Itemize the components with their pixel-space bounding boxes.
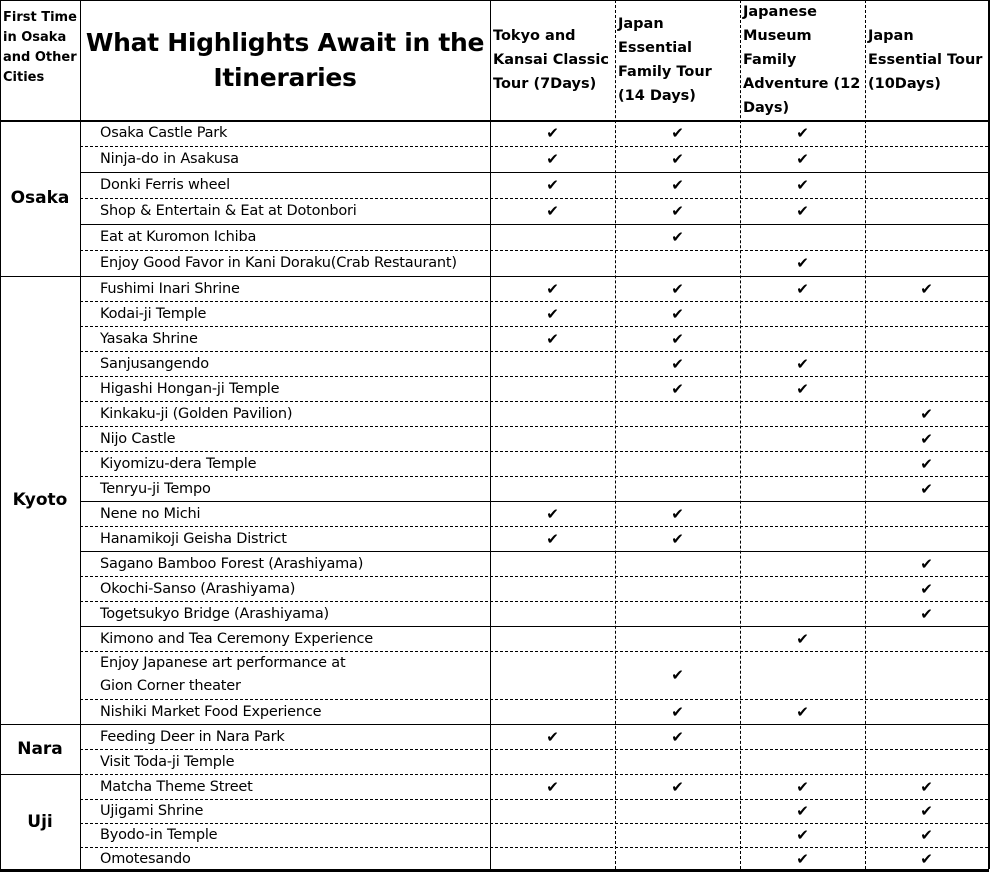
check-icon-tokyo-kansai-classic bbox=[490, 799, 615, 823]
check-icon-japanese-museum-family: ✔ bbox=[796, 802, 809, 820]
check-icon-tokyo-kansai-classic: ✔ bbox=[546, 202, 559, 220]
check-icon-tokyo-kansai-classic: ✔ bbox=[546, 529, 559, 548]
check-icon-japan-essential bbox=[865, 301, 988, 326]
check-icon-tokyo-kansai-classic: ✔ bbox=[546, 727, 559, 746]
check-icon-japan-essential bbox=[865, 224, 988, 250]
check-icon-japan-essential-family: ✔ bbox=[671, 702, 684, 721]
check-icon-japan-essential-family bbox=[615, 576, 740, 601]
check-icon-japan-essential bbox=[865, 146, 988, 172]
check-icon-japan-essential-family: ✔ bbox=[671, 379, 684, 398]
check-icon-tokyo-kansai-classic bbox=[490, 451, 615, 476]
check-icon-tokyo-kansai-classic bbox=[490, 376, 615, 401]
check-icon-tokyo-kansai-classic bbox=[490, 551, 615, 576]
check-icon-japan-essential: ✔ bbox=[920, 404, 933, 423]
attraction-name: Donki Ferris wheel bbox=[100, 177, 230, 193]
check-icon-japan-essential bbox=[865, 501, 988, 526]
check-icon-tokyo-kansai-classic bbox=[490, 224, 615, 250]
check-icon-japanese-museum-family: ✔ bbox=[796, 702, 809, 721]
check-icon-japan-essential-family: ✔ bbox=[671, 777, 684, 796]
check-icon-tokyo-kansai-classic: ✔ bbox=[546, 176, 559, 194]
attraction-name: Nijo Castle bbox=[100, 430, 176, 447]
check-icon-japanese-museum-family: ✔ bbox=[796, 124, 809, 142]
city-column-border bbox=[80, 0, 81, 869]
attraction-name-line1: Enjoy Japanese art performance at bbox=[100, 655, 346, 671]
attraction-name: Kinkaku-ji (Golden Pavilion) bbox=[100, 405, 293, 422]
check-icon-japanese-museum-family: ✔ bbox=[796, 176, 809, 194]
attraction-name: Ujigami Shrine bbox=[100, 803, 204, 819]
check-icon-japanese-museum-family bbox=[740, 426, 865, 451]
attraction-name: Togetsukyo Bridge (Arashiyama) bbox=[100, 605, 329, 622]
check-icon-japan-essential-family bbox=[615, 626, 740, 651]
check-icon-japanese-museum-family: ✔ bbox=[796, 629, 809, 648]
check-icon-japanese-museum-family: ✔ bbox=[796, 354, 809, 373]
attraction-name: Feeding Deer in Nara Park bbox=[100, 728, 285, 745]
city-label-nara: Nara bbox=[17, 739, 63, 759]
check-icon-japan-essential: ✔ bbox=[920, 479, 933, 498]
attraction-name: Omotesando bbox=[100, 850, 191, 867]
check-icon-japan-essential-family bbox=[615, 601, 740, 626]
attraction-name: Byodo-in Temple bbox=[100, 827, 218, 843]
check-icon-japan-essential-family: ✔ bbox=[671, 202, 684, 220]
table-top-border bbox=[0, 0, 989, 1]
check-icon-japanese-museum-family: ✔ bbox=[796, 826, 809, 844]
check-icon-tokyo-kansai-classic: ✔ bbox=[546, 279, 559, 298]
attraction-name: Higashi Hongan-ji Temple bbox=[100, 380, 280, 397]
check-icon-japan-essential-family: ✔ bbox=[671, 727, 684, 746]
table-right-border bbox=[988, 0, 990, 869]
attraction-name: Matcha Theme Street bbox=[100, 778, 253, 795]
check-icon-japan-essential bbox=[865, 351, 988, 376]
check-icon-tokyo-kansai-classic: ✔ bbox=[546, 124, 559, 142]
check-icon-japan-essential: ✔ bbox=[920, 802, 933, 820]
check-icon-tokyo-kansai-classic bbox=[490, 749, 615, 774]
check-icon-japan-essential-family: ✔ bbox=[671, 279, 684, 298]
attraction-name: Nishiki Market Food Experience bbox=[100, 703, 322, 720]
check-icon-japanese-museum-family: ✔ bbox=[796, 150, 809, 168]
check-icon-japanese-museum-family bbox=[740, 326, 865, 351]
check-icon-japan-essential-family: ✔ bbox=[671, 124, 684, 142]
check-icon-japan-essential: ✔ bbox=[920, 849, 933, 868]
check-icon-japanese-museum-family bbox=[740, 476, 865, 501]
check-icon-tokyo-kansai-classic bbox=[490, 576, 615, 601]
city-label-kyoto: Kyoto bbox=[12, 490, 68, 510]
check-icon-japan-essential-family bbox=[615, 476, 740, 501]
check-icon-tokyo-kansai-classic bbox=[490, 351, 615, 376]
check-icon-japan-essential-family: ✔ bbox=[671, 304, 684, 323]
check-icon-tokyo-kansai-classic bbox=[490, 626, 615, 651]
check-icon-japan-essential bbox=[865, 172, 988, 198]
check-icon-japan-essential-family: ✔ bbox=[671, 354, 684, 373]
check-icon-tokyo-kansai-classic bbox=[490, 601, 615, 626]
check-icon-tokyo-kansai-classic: ✔ bbox=[546, 329, 559, 348]
check-icon-japan-essential-family bbox=[615, 451, 740, 476]
check-icon-japan-essential-family bbox=[615, 823, 740, 847]
check-icon-tokyo-kansai-classic: ✔ bbox=[546, 504, 559, 523]
table-title: What Highlights Await in the Itineraries bbox=[85, 28, 485, 92]
check-icon-japanese-museum-family bbox=[740, 724, 865, 749]
check-icon-japan-essential bbox=[865, 326, 988, 351]
check-icon-japan-essential-family: ✔ bbox=[671, 176, 684, 194]
attraction-name: Fushimi Inari Shrine bbox=[100, 280, 240, 297]
header-bottom-border bbox=[0, 120, 989, 122]
check-icon-japan-essential: ✔ bbox=[920, 826, 933, 844]
check-icon-japan-essential: ✔ bbox=[920, 604, 933, 623]
attraction-name bbox=[80, 651, 490, 699]
attraction-column-border bbox=[490, 0, 491, 869]
attraction-name: Ninja-do in Asakusa bbox=[100, 151, 239, 167]
attraction-name: Osaka Castle Park bbox=[100, 125, 228, 141]
check-icon-tokyo-kansai-classic bbox=[490, 847, 615, 870]
check-icon-japanese-museum-family bbox=[740, 749, 865, 774]
city-label-uji: Uji bbox=[27, 812, 53, 832]
attraction-name: Kodai-ji Temple bbox=[100, 305, 207, 322]
check-icon-japanese-museum-family: ✔ bbox=[796, 254, 809, 272]
tour-column-divider bbox=[740, 0, 741, 869]
check-icon-japanese-museum-family bbox=[740, 576, 865, 601]
check-icon-japan-essential-family: ✔ bbox=[671, 529, 684, 548]
check-icon-japan-essential bbox=[865, 749, 988, 774]
attraction-name: Tenryu-ji Tempo bbox=[100, 480, 211, 497]
attraction-name: Yasaka Shrine bbox=[100, 330, 198, 347]
city-label-osaka: Osaka bbox=[10, 188, 70, 208]
check-icon-japan-essential: ✔ bbox=[920, 777, 933, 796]
check-icon-japan-essential bbox=[865, 198, 988, 224]
check-icon-tokyo-kansai-classic: ✔ bbox=[546, 150, 559, 168]
check-icon-japan-essential-family bbox=[615, 250, 740, 276]
check-icon-japan-essential bbox=[865, 376, 988, 401]
check-icon-japan-essential: ✔ bbox=[920, 279, 933, 298]
check-icon-japanese-museum-family: ✔ bbox=[796, 379, 809, 398]
check-icon-japan-essential-family bbox=[615, 749, 740, 774]
check-icon-tokyo-kansai-classic bbox=[490, 476, 615, 501]
check-icon-japan-essential-family bbox=[615, 551, 740, 576]
attraction-name: Hanamikoji Geisha District bbox=[100, 530, 287, 547]
check-icon-japan-essential: ✔ bbox=[920, 454, 933, 473]
check-icon-japanese-museum-family bbox=[740, 501, 865, 526]
check-icon-japan-essential bbox=[865, 250, 988, 276]
attraction-name: Sanjusangendo bbox=[100, 355, 209, 372]
check-icon-tokyo-kansai-classic bbox=[490, 699, 615, 724]
tour-header-japan-essential-family: Japan Essential Family Tour (14 Days) bbox=[618, 16, 712, 104]
check-icon-japan-essential: ✔ bbox=[920, 579, 933, 598]
check-icon-japan-essential-family bbox=[615, 799, 740, 823]
check-icon-tokyo-kansai-classic bbox=[490, 823, 615, 847]
check-icon-japan-essential: ✔ bbox=[920, 554, 933, 573]
attraction-name: Kiyomizu-dera Temple bbox=[100, 455, 257, 472]
check-icon-japanese-museum-family: ✔ bbox=[796, 849, 809, 868]
check-icon-japanese-museum-family bbox=[740, 451, 865, 476]
check-icon-japan-essential bbox=[865, 120, 988, 146]
attraction-name: Kimono and Tea Ceremony Experience bbox=[100, 630, 373, 647]
tour-column-divider bbox=[615, 0, 616, 869]
check-icon-japanese-museum-family: ✔ bbox=[796, 279, 809, 298]
check-icon-japanese-museum-family bbox=[740, 224, 865, 250]
check-icon-japan-essential-family: ✔ bbox=[671, 228, 684, 246]
check-icon-tokyo-kansai-classic bbox=[490, 250, 615, 276]
check-icon-tokyo-kansai-classic bbox=[490, 651, 615, 699]
tour-header-japan-essential: Japan Essential Tour (10Days) bbox=[868, 28, 983, 92]
check-icon-japan-essential bbox=[865, 724, 988, 749]
check-icon-japanese-museum-family bbox=[740, 651, 865, 699]
check-icon-japan-essential-family: ✔ bbox=[671, 666, 684, 684]
check-icon-japan-essential-family bbox=[615, 401, 740, 426]
attraction-name: Sagano Bamboo Forest (Arashiyama) bbox=[100, 555, 364, 572]
check-icon-japan-essential-family bbox=[615, 847, 740, 870]
check-icon-japan-essential bbox=[865, 626, 988, 651]
table-left-border bbox=[0, 0, 1, 869]
check-icon-japan-essential-family: ✔ bbox=[671, 504, 684, 523]
attraction-name: Shop & Entertain & Eat at Dotonbori bbox=[100, 203, 357, 219]
check-icon-tokyo-kansai-classic bbox=[490, 426, 615, 451]
attraction-name: Enjoy Good Favor in Kani Doraku(Crab Restaurant) bbox=[100, 255, 457, 271]
tour-header-japanese-museum-family: Japanese Museum Family Adventure (12 Days) bbox=[743, 4, 861, 116]
check-icon-japan-essential-family bbox=[615, 426, 740, 451]
check-icon-japanese-museum-family bbox=[740, 301, 865, 326]
check-icon-japan-essential bbox=[865, 651, 988, 699]
check-icon-japanese-museum-family bbox=[740, 526, 865, 551]
check-icon-tokyo-kansai-classic: ✔ bbox=[546, 777, 559, 796]
attraction-name-line2: Gion Corner theater bbox=[100, 678, 241, 694]
check-icon-japan-essential-family: ✔ bbox=[671, 329, 684, 348]
attraction-name: Nene no Michi bbox=[100, 505, 201, 522]
check-icon-japan-essential: ✔ bbox=[920, 429, 933, 448]
check-icon-japan-essential bbox=[865, 699, 988, 724]
check-icon-japan-essential-family: ✔ bbox=[671, 150, 684, 168]
attraction-name: Visit Toda-ji Temple bbox=[100, 753, 235, 770]
tour-column-divider bbox=[865, 0, 866, 869]
attraction-name: Eat at Kuromon Ichiba bbox=[100, 229, 257, 245]
header-region-label: First Time in Osaka and Other Cities bbox=[3, 10, 77, 85]
tour-header-tokyo-kansai-classic: Tokyo and Kansai Classic Tour (7Days) bbox=[493, 28, 609, 92]
check-icon-japanese-museum-family bbox=[740, 601, 865, 626]
attraction-name: Okochi-Sanso (Arashiyama) bbox=[100, 580, 296, 597]
check-icon-japanese-museum-family bbox=[740, 401, 865, 426]
check-icon-japanese-museum-family: ✔ bbox=[796, 202, 809, 220]
check-icon-japanese-museum-family: ✔ bbox=[796, 777, 809, 796]
check-icon-japanese-museum-family bbox=[740, 551, 865, 576]
check-icon-japan-essential bbox=[865, 526, 988, 551]
check-icon-tokyo-kansai-classic: ✔ bbox=[546, 304, 559, 323]
check-icon-tokyo-kansai-classic bbox=[490, 401, 615, 426]
